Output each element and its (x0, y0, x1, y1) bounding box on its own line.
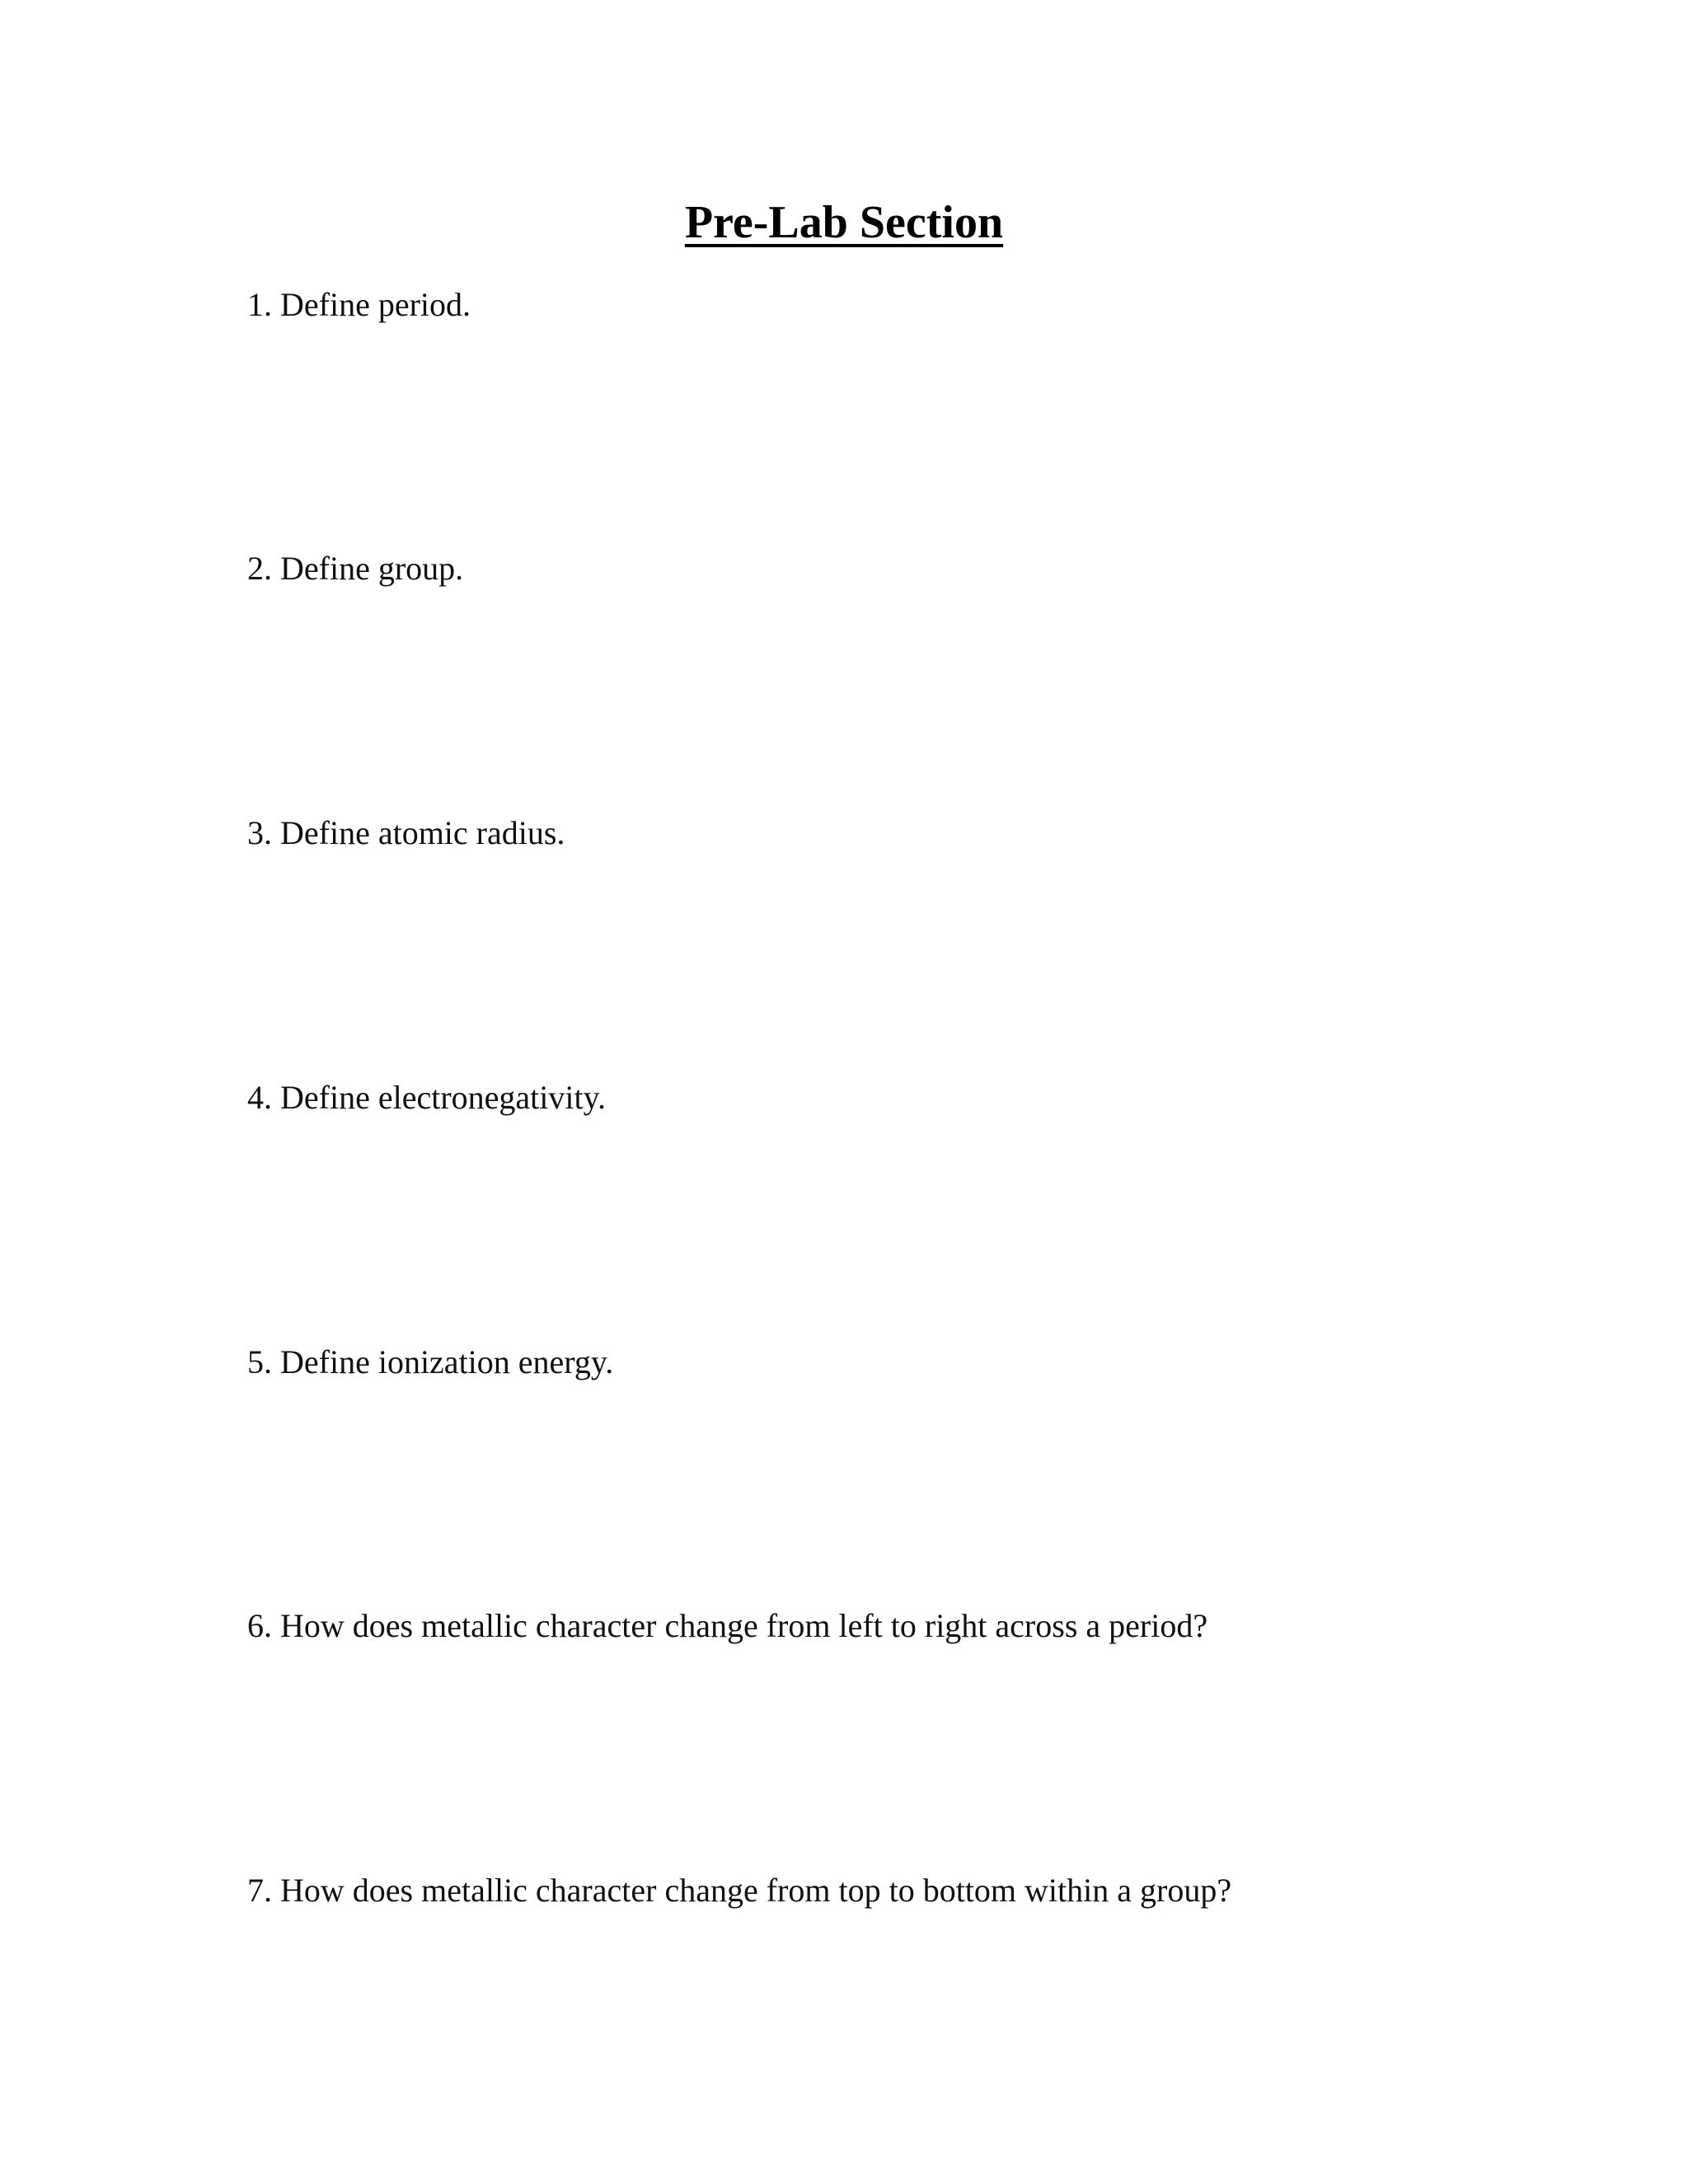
question-5: 5. Define ionization energy. (247, 1343, 614, 1380)
question-1: 1. Define period. (247, 286, 471, 323)
question-4: 4. Define electronegativity. (247, 1079, 606, 1116)
question-3: 3. Define atomic radius. (247, 814, 565, 851)
page-title: Pre-Lab Section (684, 197, 1004, 248)
question-6: 6. How does metallic character change from left to right across a period? (247, 1607, 1208, 1644)
question-2: 2. Define group. (247, 550, 464, 587)
question-7: 7. How does metallic character change from top to bottom within a group? (247, 1872, 1232, 1909)
